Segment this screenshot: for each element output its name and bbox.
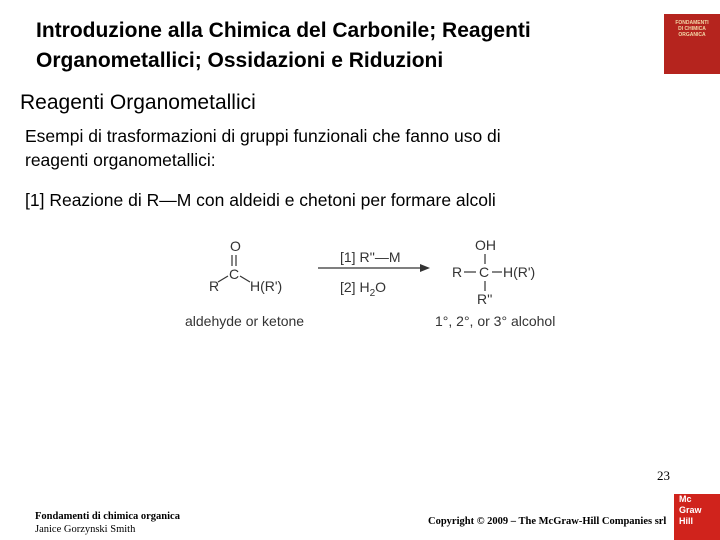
reactant-carbon: C bbox=[229, 266, 240, 282]
logo-line1: Mc bbox=[679, 494, 692, 504]
reagent-step-2: [2] $H_2O$ bbox=[340, 279, 387, 299]
footer-author: Janice Gorzynski Smith bbox=[35, 524, 136, 535]
reactant-r-group: R bbox=[209, 278, 220, 294]
reagent-step-1: [1] R''—M bbox=[340, 249, 401, 265]
intro-paragraph bbox=[25, 124, 690, 172]
logo-line3: Hill bbox=[679, 516, 694, 526]
reaction-item-1: [1] Reazione di R—M con aldeidi e chetoni per formare alcoli bbox=[25, 190, 496, 210]
cover-title-line1: FONDAMENTI bbox=[675, 20, 709, 26]
reaction-scheme bbox=[180, 230, 580, 340]
product-h-group: H(R') bbox=[503, 264, 536, 280]
footer-book-title: Fondamenti di chimica organica bbox=[35, 511, 180, 522]
page-number: 23 bbox=[657, 468, 670, 483]
reactant-caption: aldehyde or ketone bbox=[185, 313, 305, 329]
product-caption: 1°, 2°, or 3° alcohol bbox=[435, 313, 556, 329]
reactant-oxygen: O bbox=[230, 238, 241, 254]
product-r2-group: R'' bbox=[477, 291, 493, 307]
cover-title-line3: ORGANICA bbox=[678, 32, 706, 38]
copyright-notice: Copyright © 2009 – The McGraw-Hill Companies srl bbox=[428, 516, 667, 527]
slide-title bbox=[36, 16, 666, 76]
footer-book-info bbox=[35, 510, 180, 536]
mcgraw-hill-logo bbox=[674, 494, 720, 540]
reactant-h-group: H(R') bbox=[250, 278, 283, 294]
section-heading: Reagenti Organometallici bbox=[20, 91, 256, 114]
slide-title-line2: Organometallici; Ossidazioni e Riduzioni bbox=[36, 49, 444, 72]
intro-line1: Esempi di trasformazioni di gruppi funzionali che fanno uso di bbox=[25, 126, 501, 146]
cover-title-line2: DI CHIMICA bbox=[678, 26, 706, 32]
product-carbon: C bbox=[479, 264, 490, 280]
intro-line2: reagenti organometallici: bbox=[25, 150, 216, 170]
book-cover-image bbox=[664, 14, 720, 74]
slide-title-line1: Introduzione alla Chimica del Carbonile; Reagenti bbox=[36, 19, 531, 42]
logo-line2: Graw bbox=[679, 505, 702, 515]
product-hydroxyl: OH bbox=[475, 237, 496, 253]
product-r-group: R bbox=[452, 264, 463, 280]
